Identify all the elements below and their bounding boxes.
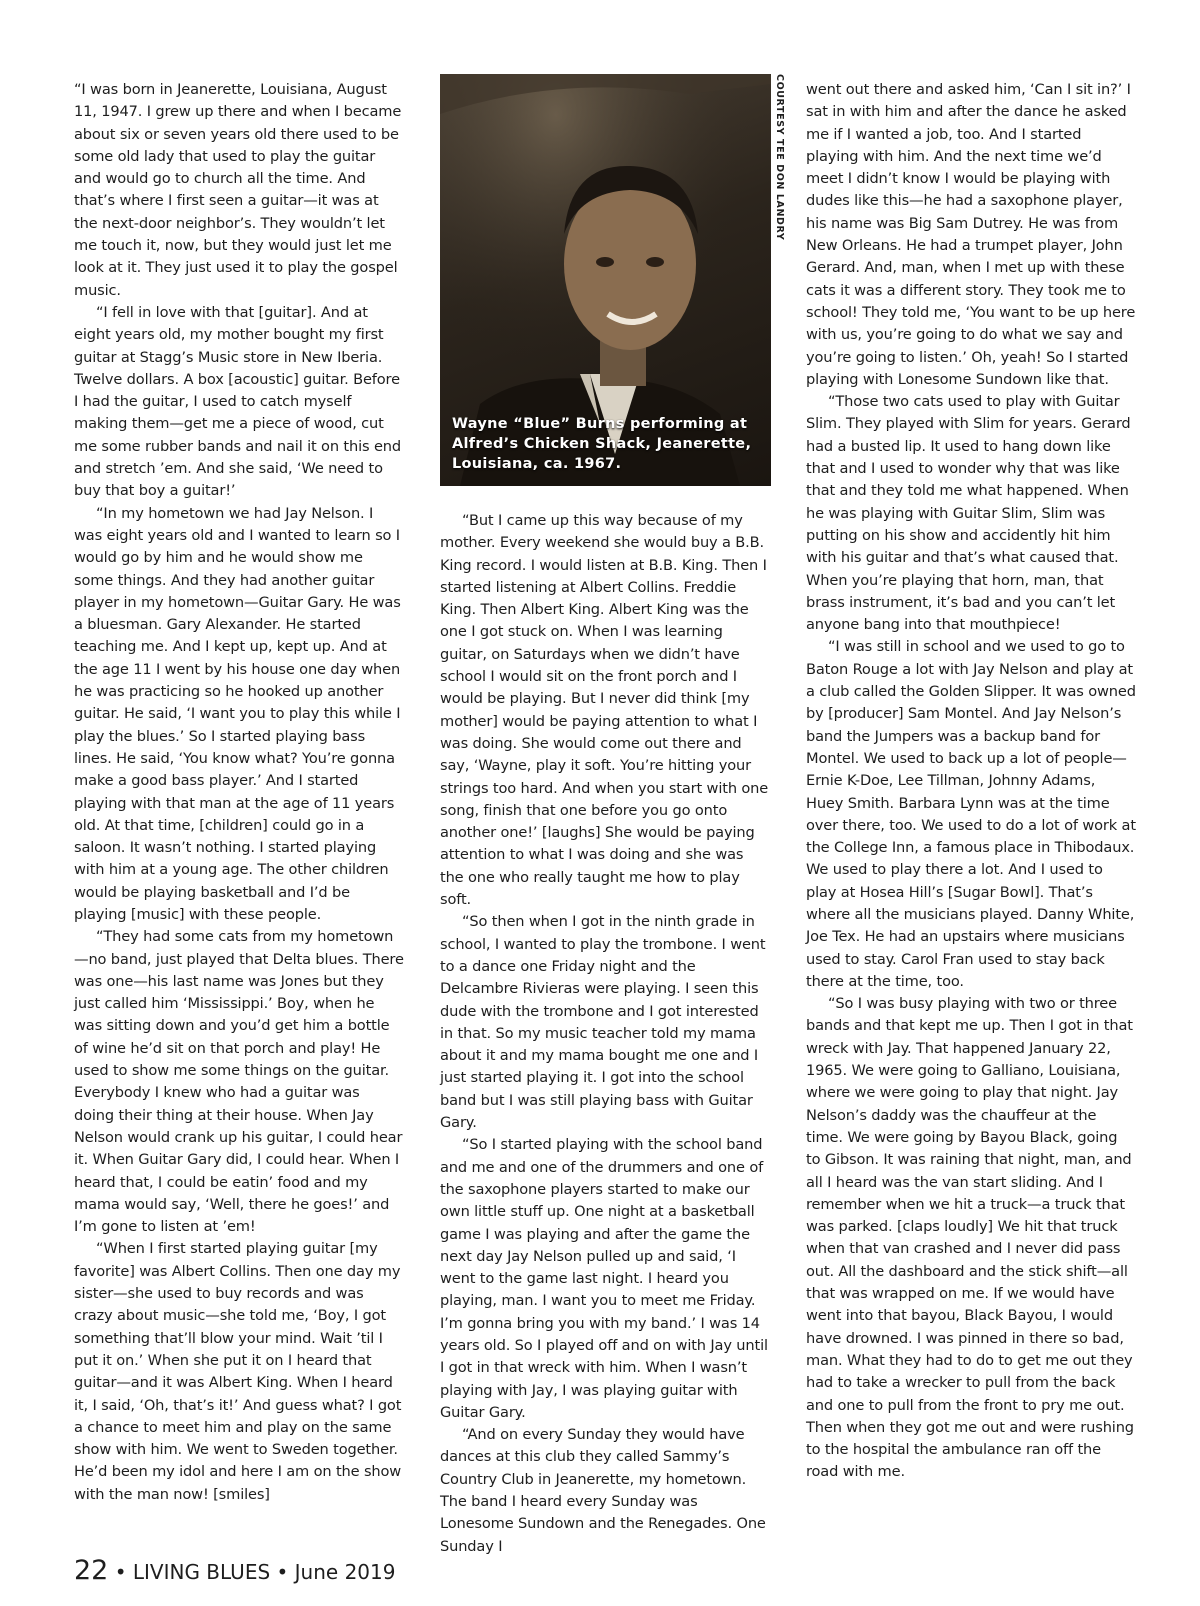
paragraph: “They had some cats from my hometown—no band, just played that Delta blues. There was one—his last name was Jones but they just called him ‘Mississippi.’ Boy, when he was sitting down and you’d get him a bottle of wine he’d sit on that porch and play! He used to show me some things on the guitar. Everybody I knew who had a guitar was doing their thing at their house. When Jay Nelson would crank up his guitar, I could hear it. When Guitar Gary did, I could hear. When I heard that, I could be eatin’ food and my mama would say, ‘Well, there he goes!’ and I’m gone to listen at ’em!	[74, 928, 404, 1236]
photo-credit-text: COURTESY TEE DON LANDRY	[774, 74, 785, 241]
paragraph: “I was still in school and we used to go to Baton Rouge a lot with Jay Nelson and play at a club called the Golden Slipper. It was owned by [producer] Sam Montel. And Jay Nelson’s band the Jumpers was a backup band for Montel. We used to back up a lot of people—Ernie K-Doe, Lee Tillman, Johnny Adams, Huey Smith. Barbara Lynn was at the time over there, too. We used to do a lot of work at the College Inn, a famous place in Thibodaux. We used to play there a lot. And I used to play at Hosea Hill’s [Sugar Bowl]. That’s where all the musicians played. Danny White, Joe Tex. He had an upstairs where musicians used to stay. Carol Fran used to stay back there at the time, too.	[806, 638, 1136, 990]
paragraph: “So I started playing with the school band and me and one of the drummers and one of the saxophone players started to make our own little stuff up. One night at a basketball game I was playing and after the game the next day Jay Nelson pulled up and said, ‘I went to the game last night. I heard you playing, man. I want you to meet me Friday. I’m gonna bring you with my band.’ I was 14 years old. So I played off and on with Jay until I got in that wreck with him. When I wasn’t playing with Jay, I was playing guitar with Guitar Gary.	[440, 1136, 768, 1421]
paragraph: “I was born in Jeanerette, Louisiana, August 11, 1947. I grew up there and when I became about six or seven years old there used to be some old lady that used to play the guitar and would go to church all the time. And that’s where I first seen a guitar—it was at the next-door neighbor’s. They wouldn’t let me touch it, now, but they would just let me look at it. They just used it to play the gospel music.	[74, 81, 402, 299]
paragraph: “And on every Sunday they would have dances at this club they called Sammy’s Country Club in Jeanerette, my hometown. The band I heard every Sunday was Lonesome Sundown and the Renegades. One Sunday I	[440, 1426, 766, 1555]
paragraph: “So I was busy playing with two or three bands and that kept me up. Then I got in that wreck with Jay. That happened January 22, 1965. We were going to Galliano, Louisiana, where we were going to play that night. Jay Nelson’s daddy was the chauffeur at the time. We were going by Bayou Black, going to Gibson. It was raining that night, man, and all I heard was the van start sliding. And I remember when we hit a truck—a truck that was parked. [claps loudly] We hit that truck when that van crashed and I never did pass out. All the dashboard and the stick shift—all that was wrapped on me. If we would have went into that bayou, Black Bayou, I would have drowned. I was pinned in there so bad, man. What they had to do to get me out they had to take a wrecker to pull from the back and one to pull from the front to pry me out. Then when they got me out and were rushing to the hospital the ambulance ran off the road with me.	[806, 995, 1134, 1481]
article-column-1	[74, 79, 404, 1506]
paragraph: “Those two cats used to play with Guitar Slim. They played with Slim for years. Gerard had a busted lip. It used to hang down like that and I used to wonder why that was like that and they told me what happened. When he was playing with Guitar Slim, Slim was putting on his show and accidently hit him with his guitar and that’s what caused that. When you’re playing that horn, man, that brass instrument, it’s bad and you can’t let anyone bang into that mouthpiece!	[806, 393, 1131, 634]
paragraph: “But I came up this way because of my mother. Every weekend she would buy a B.B. King record. I would listen at B.B. King. Then I started listening at Albert Collins. Freddie King. Then Albert King. Albert King was the one I got stuck on. When I was learning guitar, on Saturdays when we didn’t have school I would sit on the front porch and I would be playing. But I never did think [my mother] would be paying attention to what I was doing. She would come out there and say, ‘Wayne, play it soft. You’re hitting your strings too hard. And when you start with one song, finish that one before you go onto another one!’ [laughs] She would be paying attention to what I was doing and she was the one who really taught me how to play soft.	[440, 512, 769, 909]
paragraph: “I fell in love with that [guitar]. And at eight years old, my mother bought my first guitar at Stagg’s Music store in New Iberia. Twelve dollars. A box [acoustic] guitar. Before I had the guitar, I used to catch myself making them—get me a piece of wood, cut me some rubber bands and nail it on this end and stretch ’em. And she said, ‘We need to buy that boy a guitar!’	[74, 303, 401, 500]
photo-credit	[772, 74, 788, 294]
page-footer	[74, 1555, 395, 1586]
paragraph: “In my hometown we had Jay Nelson. I was eight years old and I wanted to learn so I would go by him and he would show me some things. And they had another guitar player in my hometown—Guitar Gary. He was a bluesman. Gary Alexander. He started teaching me. And I kept up, kept up. And at the age 11 I went by his house one day when he was practicing so he hooked up another guitar. He said, ‘I want you to play this while I play the blues.’ So I started playing bass lines. He said, ‘You know what? You’re gonna make a good bass player.’ And I started playing with that man at the age of 11 years old. At that time, [children] could go in a saloon. It wasn’t nothing. I started playing with him at a young age. The other children would be playing basketball and I’d be playing [music] with these people.	[74, 504, 401, 923]
paragraph: went out there and asked him, ‘Can I sit in?’ I sat in with him and after the dance he asked me if I wanted a job, too. And I started playing with him. And the next time we’d meet I didn’t know I would be playing with dudes like this—he had a saxophone player, his name was Big Sam Dutrey. He was from New Orleans. He had a trumpet player, John Gerard. And, man, when I met up with these cats it was a different story. They took me to school! They told me, ‘You want to be up here with us, you’re going to do what we say and you’re going to listen.’ Oh, yeah! So I started playing with Lonesome Sundown like that.	[806, 81, 1136, 388]
article-column-2	[440, 510, 770, 1558]
photo-caption: Wayne “Blue” Burns performing at Alfred’s Chicken Shack, Jeanerette, Louisiana, ca. 1967.	[452, 416, 752, 472]
paragraph: “So then when I got in the ninth grade in school, I wanted to play the trombone. I went to a dance one Friday night and the Delcambre Rivieras were playing. I seen this dude with the trombone and I got interested in that. So my music teacher told my mama about it and my mama bought me one and I just started playing it. I got into the school band but I was still playing bass with Guitar Gary.	[440, 913, 766, 1132]
article-column-3	[806, 79, 1136, 1484]
page-number: 22	[74, 1555, 109, 1586]
portrait-photo	[440, 74, 771, 486]
paragraph: “When I first started playing guitar [my favorite] was Albert Collins. Then one day my sister—she used to buy records and was crazy about music—she told me, ‘Boy, I got something that’ll blow your mind. Wait ’til I put it on.’ When she put it on I heard that guitar—and it was Albert King. When I heard it, I said, ‘Oh, that’s it!’ And guess what? I got a chance to meet him and play on the same show with him. We went to Sweden together. He’d been my idol and here I am on the show with the man now! [smiles]	[74, 1240, 402, 1503]
publication-info: • LIVING BLUES • June 2019	[114, 1560, 396, 1584]
